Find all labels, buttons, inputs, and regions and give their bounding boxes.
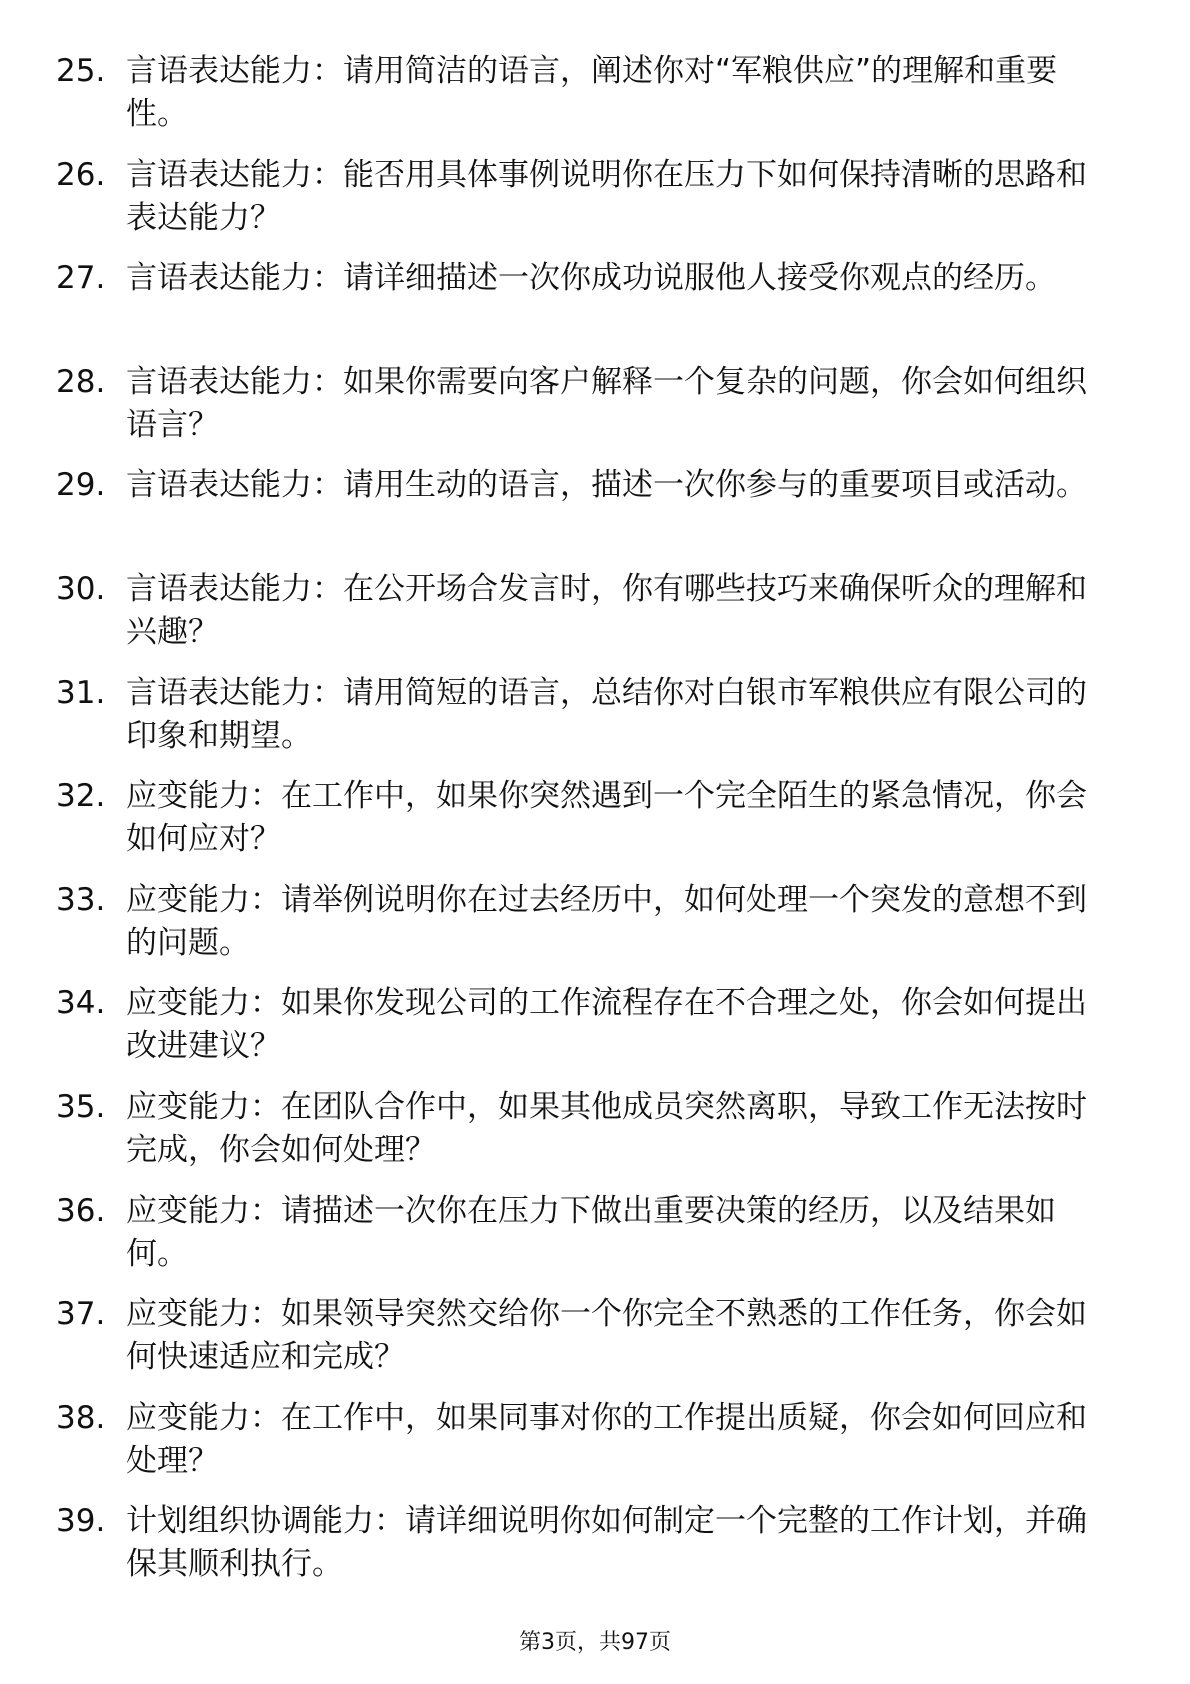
question-item-33 bbox=[56, 879, 1136, 983]
question-item-27 bbox=[56, 257, 1136, 361]
question-text: 应变能力：在工作中，如果同事对你的工作提出质疑，你会如何回应和处理？ bbox=[126, 1399, 1087, 1479]
question-item-29 bbox=[56, 464, 1136, 568]
question-item-31 bbox=[56, 672, 1136, 776]
question-item-35 bbox=[56, 1086, 1136, 1190]
question-number: 26. bbox=[56, 156, 106, 193]
question-number: 39. bbox=[56, 1503, 106, 1540]
question-number: 38. bbox=[56, 1399, 106, 1436]
question-text: 言语表达能力：请用简短的语言，总结你对白银市军粮供应有限公司的印象和期望。 bbox=[126, 674, 1087, 754]
question-text: 言语表达能力：如果你需要向客户解释一个复杂的问题，你会如何组织语言？ bbox=[126, 363, 1087, 443]
question-item-39 bbox=[56, 1500, 1136, 1604]
question-number: 33. bbox=[56, 881, 106, 918]
question-text: 应变能力：请描述一次你在压力下做出重要决策的经历，以及结果如何。 bbox=[126, 1192, 1056, 1272]
question-list bbox=[56, 50, 1136, 1604]
question-number: 28. bbox=[56, 363, 106, 400]
question-number: 37. bbox=[56, 1296, 106, 1333]
question-item-26 bbox=[56, 154, 1136, 258]
question-text: 言语表达能力：请详细描述一次你成功说服他人接受你观点的经历。 bbox=[126, 260, 1056, 297]
question-number: 31. bbox=[56, 674, 106, 711]
question-text: 应变能力：在团队合作中，如果其他成员突然离职，导致工作无法按时完成，你会如何处理？ bbox=[126, 1088, 1087, 1168]
question-item-36 bbox=[56, 1190, 1136, 1294]
question-text: 应变能力：如果领导突然交给你一个你完全不熟悉的工作任务，你会如何快速适应和完成？ bbox=[126, 1296, 1087, 1376]
question-number: 32. bbox=[56, 778, 106, 815]
question-text: 应变能力：如果你发现公司的工作流程存在不合理之处，你会如何提出改进建议？ bbox=[126, 985, 1087, 1065]
question-item-37 bbox=[56, 1293, 1136, 1397]
question-item-30 bbox=[56, 568, 1136, 672]
page-footer: 第3页，共97页 bbox=[519, 1630, 671, 1655]
question-number: 36. bbox=[56, 1192, 106, 1229]
question-text: 言语表达能力：在公开场合发言时，你有哪些技巧来确保听众的理解和兴趣？ bbox=[126, 570, 1087, 650]
question-number: 27. bbox=[56, 260, 106, 297]
question-text: 言语表达能力：能否用具体事例说明你在压力下如何保持清晰的思路和表达能力？ bbox=[126, 156, 1087, 236]
question-number: 25. bbox=[56, 53, 106, 89]
question-text: 言语表达能力：请用简洁的语言，阐述你对“军粮供应”的理解和重要性。 bbox=[126, 53, 1058, 132]
question-item-38 bbox=[56, 1397, 1136, 1501]
question-item-25 bbox=[56, 50, 1136, 154]
question-number: 29. bbox=[56, 467, 106, 504]
question-number: 30. bbox=[56, 570, 106, 607]
question-text: 应变能力：在工作中，如果你突然遇到一个完全陌生的紧急情况，你会如何应对？ bbox=[126, 778, 1087, 858]
question-number: 34. bbox=[56, 985, 106, 1022]
question-item-32 bbox=[56, 775, 1136, 879]
question-number: 35. bbox=[56, 1088, 106, 1125]
question-item-34 bbox=[56, 982, 1136, 1086]
question-text: 应变能力：请举例说明你在过去经历中，如何处理一个突发的意想不到的问题。 bbox=[126, 881, 1087, 961]
question-text: 言语表达能力：请用生动的语言，描述一次你参与的重要项目或活动。 bbox=[126, 467, 1087, 504]
question-item-28 bbox=[56, 361, 1136, 465]
question-text: 计划组织协调能力：请详细说明你如何制定一个完整的工作计划，并确保其顺利执行。 bbox=[126, 1503, 1087, 1583]
